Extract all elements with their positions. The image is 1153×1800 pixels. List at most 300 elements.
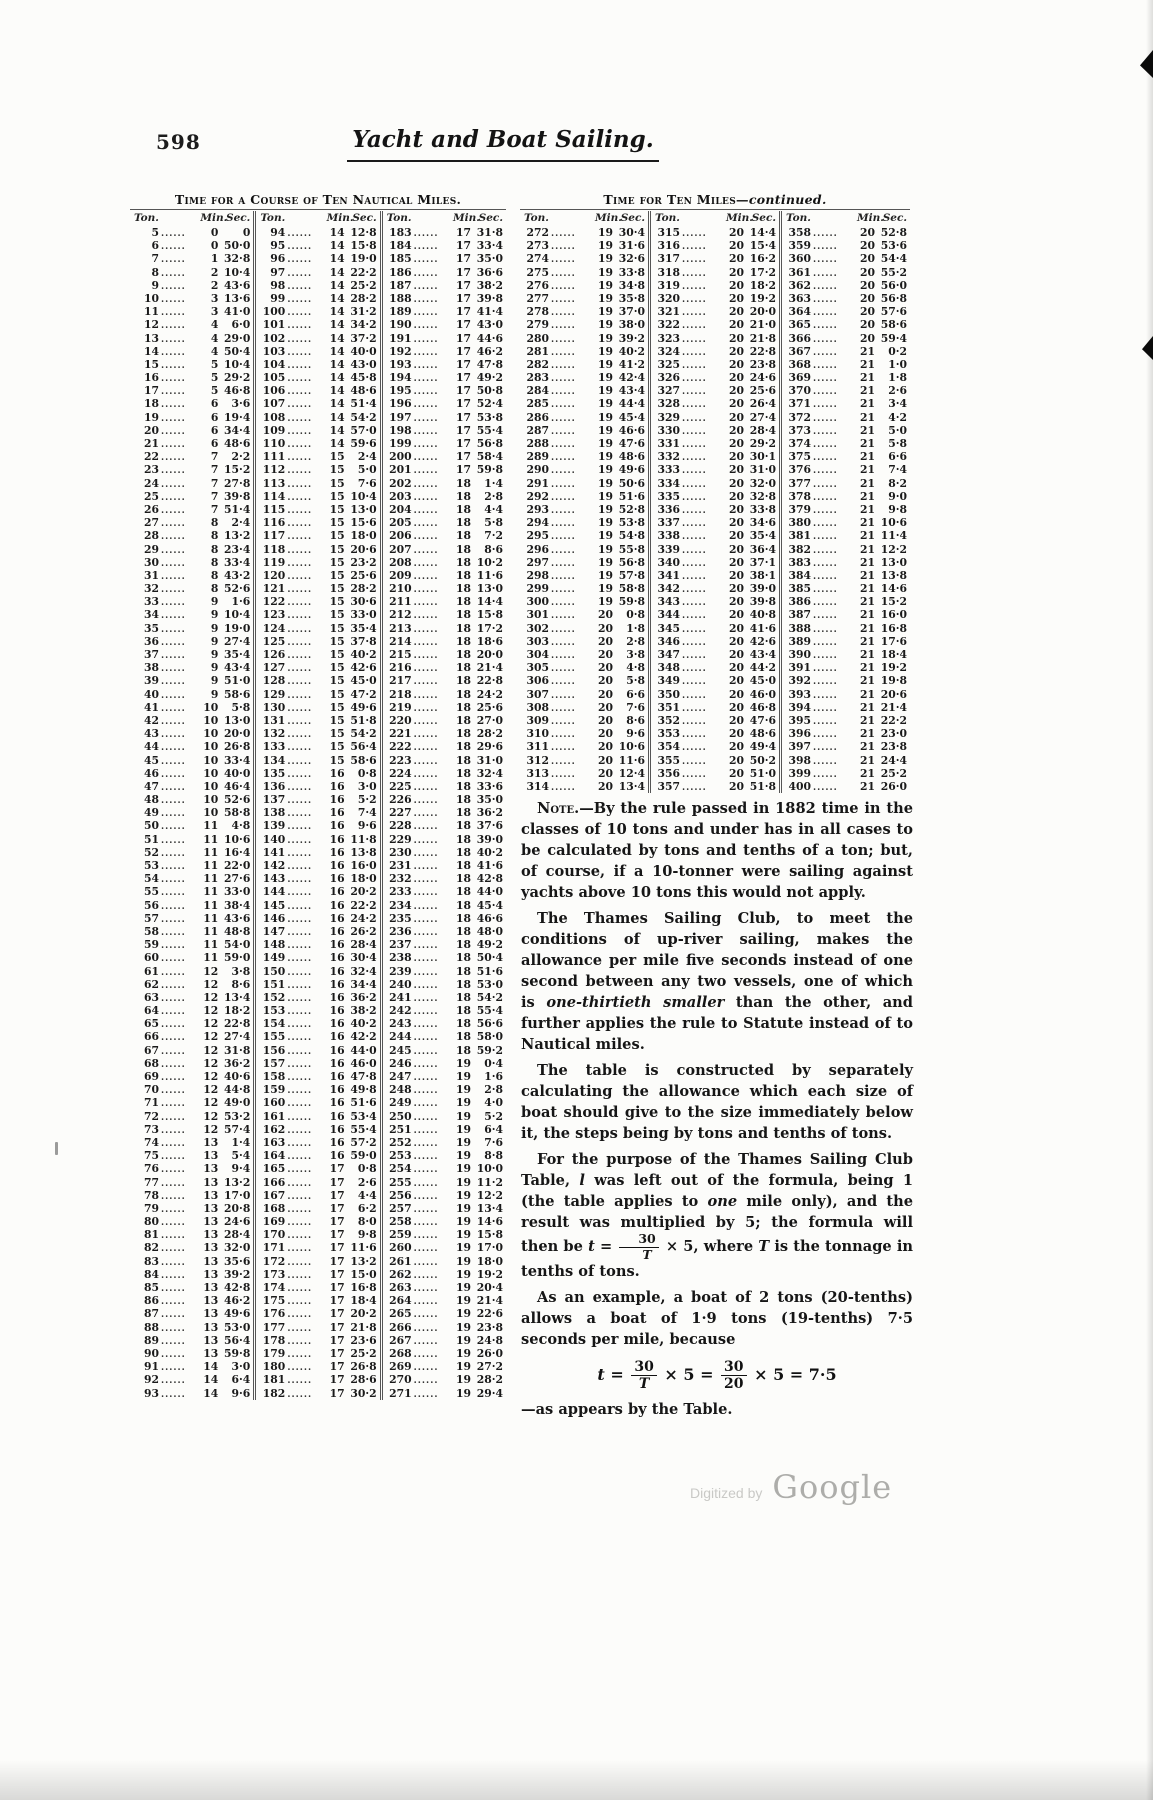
sec-cell: 51·4 — [350, 397, 377, 411]
sec-cell: 22·8 — [224, 1017, 251, 1031]
leader-dots — [811, 241, 857, 254]
table-row — [133, 358, 250, 371]
table-row — [133, 859, 250, 872]
ton-cell: 325 — [657, 357, 680, 371]
table-row — [259, 292, 376, 305]
table-row — [259, 833, 376, 846]
table-row — [133, 674, 250, 687]
min-cell: 21 — [859, 410, 875, 424]
min-cell: 14 — [329, 437, 345, 450]
sec-cell: 22·8 — [749, 344, 776, 358]
leader-dots — [811, 307, 857, 320]
ton-cell: 222 — [389, 740, 412, 754]
ton-cell: 84 — [143, 1267, 159, 1281]
leader-dots — [285, 479, 326, 492]
sec-cell: 48·6 — [350, 384, 377, 398]
leader-dots — [159, 1389, 200, 1402]
table-row — [386, 1057, 503, 1070]
table-row — [259, 1070, 376, 1083]
sec-cell: 36·2 — [224, 1056, 251, 1070]
ton-cell: 360 — [788, 252, 811, 266]
min-cell: 18 — [455, 990, 471, 1004]
min-cell: 19 — [597, 344, 613, 358]
leader-dots — [285, 835, 326, 848]
sec-cell: 15·4 — [749, 239, 776, 253]
min-cell: 19 — [455, 1386, 471, 1400]
min-cell: 18 — [455, 1004, 471, 1018]
leader-dots — [549, 452, 595, 465]
min-cell: 13 — [203, 1307, 219, 1321]
min-cell: 7 — [210, 450, 219, 464]
min-cell: 21 — [859, 595, 875, 609]
min-cell: 17 — [329, 1267, 345, 1281]
sec-cell: 13·0 — [476, 582, 503, 596]
ton-cell: 166 — [262, 1175, 286, 1189]
ton-cell: 327 — [657, 384, 680, 398]
ton-cell: 296 — [526, 542, 549, 556]
min-cell: 11 — [203, 872, 219, 886]
table-row — [259, 622, 376, 635]
table-row — [133, 516, 250, 529]
ton-cell: 154 — [262, 1017, 286, 1031]
sec-cell: 35·8 — [618, 291, 645, 305]
ton-cell: 28 — [143, 529, 159, 543]
table-row — [523, 714, 645, 727]
table-row — [133, 1070, 250, 1083]
table-row — [785, 424, 907, 437]
leader-dots — [412, 663, 453, 676]
min-cell: 17 — [455, 265, 471, 279]
min-cell: 13 — [203, 1320, 219, 1334]
table-row — [785, 543, 907, 556]
ton-cell: 271 — [389, 1386, 412, 1400]
note-text: —By the rule passed in 1882 time in the classes of 10 tons and under has in all cases to be calculated by tons and tenths of a ton; but, of course, if a 10-tonner were sailing against yachts above 10 tons this would not apply. — [521, 800, 913, 901]
table-row — [386, 529, 503, 542]
ton-cell: 352 — [657, 713, 680, 727]
table-row — [785, 529, 907, 542]
min-cell: 13 — [203, 1162, 219, 1176]
sec-cell: 2·8 — [626, 634, 645, 648]
leader-dots — [811, 465, 857, 478]
formula-text: × 5 = 7·5 — [748, 1365, 837, 1384]
min-cell: 17 — [455, 305, 471, 319]
table-row — [259, 1017, 376, 1030]
table-row — [133, 490, 250, 503]
ton-cell: 181 — [262, 1373, 286, 1387]
table-row — [785, 674, 907, 687]
table-row — [386, 1241, 503, 1254]
table-row — [386, 846, 503, 859]
sec-cell: 47·6 — [749, 713, 776, 727]
sec-cell: 3·0 — [357, 779, 377, 793]
leader-dots — [285, 676, 326, 689]
table-row — [259, 305, 376, 318]
sec-cell: 13·4 — [224, 990, 251, 1004]
leader-dots — [159, 465, 200, 478]
min-cell: 19 — [455, 1307, 471, 1321]
min-cell: 13 — [203, 1346, 219, 1360]
leader-dots — [549, 690, 595, 703]
leader-dots — [549, 465, 595, 478]
leader-dots — [412, 1257, 453, 1270]
leader-dots — [159, 861, 200, 874]
sec-cell: 23·2 — [350, 555, 377, 569]
sec-cell: 31·8 — [224, 1043, 251, 1057]
leader-dots — [159, 940, 200, 953]
leader-dots — [549, 373, 595, 386]
sec-cell: 16·4 — [224, 845, 251, 859]
fraction-denominator: T — [642, 1246, 652, 1262]
ton-cell: 249 — [389, 1096, 412, 1110]
min-cell: 21 — [859, 516, 875, 530]
table-row — [133, 1176, 250, 1189]
ton-cell: 20 — [143, 423, 159, 437]
table-row — [259, 1255, 376, 1268]
min-cell: 12 — [203, 1004, 219, 1018]
leader-dots — [159, 795, 200, 808]
table-row — [386, 701, 503, 714]
table-row — [386, 1360, 503, 1373]
fraction-numerator: 30 — [721, 1360, 746, 1376]
min-cell: 17 — [329, 1254, 345, 1268]
table-row — [654, 450, 776, 463]
table-row — [523, 332, 645, 345]
sec-cell: 50·4 — [224, 344, 251, 358]
leader-dots — [285, 1006, 326, 1019]
ton-cell: 387 — [788, 608, 811, 622]
leader-dots — [159, 320, 200, 333]
table-row — [654, 266, 776, 279]
table-row — [133, 569, 250, 582]
ton-cell: 168 — [262, 1201, 286, 1215]
sec-cell: 33·0 — [224, 885, 251, 899]
leader-dots — [285, 492, 326, 505]
fraction-30-20 — [721, 1360, 746, 1391]
min-cell: 16 — [329, 977, 345, 991]
sec-cell: 57·6 — [880, 305, 907, 319]
table-row — [259, 1176, 376, 1189]
sec-cell: 37·6 — [476, 819, 503, 833]
sec-cell: 27·8 — [224, 476, 251, 490]
sec-cell: 33·8 — [618, 265, 645, 279]
table-row — [133, 1030, 250, 1043]
table-row — [386, 1228, 503, 1241]
ton-cell: 78 — [143, 1188, 159, 1202]
table-row — [654, 740, 776, 753]
sec-cell: 44·2 — [749, 661, 776, 675]
ton-cell: 190 — [389, 318, 412, 332]
leader-dots — [159, 742, 200, 755]
min-cell: 12 — [203, 1122, 219, 1136]
sec-cell: 30·4 — [350, 951, 377, 965]
min-cell: 20 — [597, 661, 613, 675]
leader-dots — [159, 1283, 200, 1296]
table-row — [259, 477, 376, 490]
ton-cell: 96 — [270, 252, 286, 266]
min-cell: 0 — [210, 226, 219, 239]
table-row — [785, 740, 907, 753]
min-cell: 20 — [728, 779, 744, 793]
leader-dots — [680, 439, 726, 452]
leader-dots — [159, 1230, 200, 1243]
sec-cell: 2·4 — [231, 516, 251, 530]
ton-cell: 205 — [389, 516, 412, 530]
table-row — [785, 397, 907, 410]
min-cell: 17 — [329, 1320, 345, 1334]
min-cell: 21 — [859, 700, 875, 714]
note-text: × 5, where — [660, 1238, 759, 1255]
min-cell: 15 — [329, 753, 345, 767]
table-row — [386, 543, 503, 556]
ton-cell: 367 — [788, 344, 811, 358]
min-cell: 20 — [597, 621, 613, 635]
leader-dots — [680, 545, 726, 558]
ton-cell: 100 — [262, 305, 286, 319]
ton-cell: 310 — [526, 727, 549, 741]
min-cell: 15 — [329, 634, 345, 648]
min-cell: 14 — [329, 423, 345, 437]
leader-dots — [811, 597, 857, 610]
table-row — [523, 740, 645, 753]
ton-cell: 389 — [788, 634, 811, 648]
sec-cell: 8·6 — [484, 542, 503, 556]
table-row — [259, 740, 376, 753]
ton-cell: 126 — [262, 648, 286, 661]
table-row — [785, 384, 907, 397]
sec-cell: 5·2 — [484, 1109, 503, 1123]
ton-cell: 379 — [788, 502, 811, 516]
ton-cell: 256 — [389, 1188, 412, 1202]
min-cell: 18 — [455, 753, 471, 767]
min-cell: 11 — [203, 885, 219, 899]
ton-cell: 207 — [389, 542, 412, 556]
leader-dots — [412, 1191, 453, 1204]
ton-cell: 193 — [389, 357, 412, 371]
ton-cell: 102 — [262, 331, 286, 345]
leader-dots — [159, 228, 200, 241]
min-cell: 19 — [455, 1135, 471, 1149]
leader-dots — [159, 1178, 200, 1191]
note-paragraph — [521, 798, 913, 903]
table-row — [133, 1373, 250, 1386]
ton-cell: 245 — [389, 1043, 412, 1057]
sec-cell: 35·0 — [476, 252, 503, 266]
sec-cell: 19·2 — [476, 1267, 503, 1281]
leader-dots — [159, 1072, 200, 1085]
min-cell: 11 — [203, 951, 219, 965]
min-cell: 15 — [329, 529, 345, 543]
table-row — [133, 793, 250, 806]
table-row — [386, 688, 503, 701]
sec-cell: 45·0 — [749, 674, 776, 688]
sec-cell: 33·0 — [350, 608, 377, 622]
ton-cell: 253 — [389, 1149, 412, 1163]
table-row — [523, 582, 645, 595]
min-cell: 12 — [203, 1030, 219, 1044]
ton-cell: 340 — [657, 555, 680, 569]
leader-dots — [412, 1349, 453, 1362]
ton-cell: 244 — [389, 1030, 412, 1044]
ton-cell: 292 — [526, 489, 549, 503]
sec-cell: 5·8 — [888, 437, 907, 450]
leader-dots — [680, 426, 726, 439]
ton-cell: 197 — [389, 410, 412, 424]
sec-cell: 27·2 — [476, 1360, 503, 1374]
min-cell: 15 — [329, 516, 345, 530]
leader-dots — [680, 505, 726, 518]
sec-cell: 45·0 — [350, 674, 377, 688]
page-number: 598 — [156, 130, 201, 154]
sec-cell: 28·2 — [350, 582, 377, 596]
table-row — [386, 292, 503, 305]
table-row — [133, 1004, 250, 1017]
ton-cell: 313 — [526, 766, 549, 780]
sec-cell: 11·6 — [618, 753, 645, 767]
table-row — [785, 608, 907, 621]
leader-dots — [412, 1046, 453, 1059]
leader-dots — [285, 887, 326, 900]
leader-dots — [159, 505, 200, 518]
sec-cell: 45·8 — [350, 371, 377, 385]
leader-dots — [412, 452, 453, 465]
table-row — [133, 371, 250, 384]
sec-cell: 29·2 — [749, 437, 776, 450]
sec-cell: 53·4 — [350, 1109, 377, 1123]
table-row — [259, 1360, 376, 1373]
ton-cell: 241 — [389, 990, 412, 1004]
table-row — [785, 714, 907, 727]
sec-cell: 26·0 — [880, 779, 907, 793]
sec-cell: 12·2 — [880, 542, 907, 556]
leader-dots — [285, 1164, 326, 1177]
table-row — [259, 1241, 376, 1254]
leader-dots — [159, 1019, 200, 1032]
leader-dots — [549, 729, 595, 742]
sec-cell: 25·6 — [476, 700, 503, 714]
leader-dots — [412, 399, 453, 412]
sec-cell: 59·8 — [618, 595, 645, 609]
sec-cell: 15·2 — [224, 463, 251, 477]
leader-dots — [549, 281, 595, 294]
sec-cell: 22·6 — [476, 1307, 503, 1321]
leader-dots — [412, 914, 453, 927]
note-paragraph: As an example, a boat of 2 tons (20-tenths) allows a boat of 1·9 tons (19-tenths) 7·5 seconds per mile, because — [521, 1289, 913, 1348]
sec-cell: 56·8 — [618, 555, 645, 569]
min-cell: 14 — [329, 291, 345, 305]
min-cell: 15 — [329, 674, 345, 688]
table-row — [654, 767, 776, 780]
leader-dots — [680, 281, 726, 294]
leader-dots — [680, 320, 726, 333]
table-row — [133, 292, 250, 305]
leader-dots — [549, 307, 595, 320]
min-cell: 13 — [203, 1333, 219, 1347]
sec-cell: 53·8 — [618, 516, 645, 530]
leader-dots — [285, 1389, 326, 1402]
min-cell: 14 — [329, 252, 345, 266]
ton-cell: 354 — [657, 740, 680, 754]
ton-cell: 347 — [657, 648, 680, 661]
sec-cell: 43·4 — [224, 661, 251, 675]
ton-cell: 167 — [262, 1188, 286, 1202]
min-cell: 17 — [455, 331, 471, 345]
min-cell: 18 — [455, 977, 471, 991]
table-row — [654, 727, 776, 740]
table-row — [259, 1057, 376, 1070]
table-row — [386, 595, 503, 608]
sec-cell: 43·6 — [224, 278, 251, 292]
sec-cell: 34·2 — [350, 318, 377, 332]
leader-dots — [811, 584, 857, 597]
table-row — [133, 1149, 250, 1162]
table-row — [133, 1255, 250, 1268]
min-cell: 17 — [455, 278, 471, 292]
ton-cell: 177 — [262, 1320, 286, 1334]
sec-cell: 10·0 — [476, 1162, 503, 1176]
min-cell: 14 — [329, 239, 345, 253]
leader-dots — [549, 756, 595, 769]
note-text: For the purpose of the Thames Sailing Club Table, — [521, 1151, 913, 1189]
ton-cell: 49 — [143, 806, 159, 820]
sec-cell: 7·6 — [484, 1135, 503, 1149]
ton-cell: 212 — [389, 608, 412, 622]
table-row — [523, 754, 645, 767]
table-row — [654, 345, 776, 358]
sec-cell: 17·0 — [224, 1188, 251, 1202]
sec-cell: 18·4 — [880, 648, 907, 661]
sec-cell: 10·6 — [618, 740, 645, 754]
ton-cell: 50 — [143, 819, 159, 833]
table-row — [386, 516, 503, 529]
ton-cell: 289 — [526, 450, 549, 464]
sec-cell: 37·0 — [618, 305, 645, 319]
sec-cell: 27·4 — [224, 1030, 251, 1044]
sec-header: Sec. — [478, 212, 503, 224]
table-row — [654, 569, 776, 582]
sec-cell: 27·6 — [224, 872, 251, 886]
ton-cell: 307 — [526, 687, 549, 701]
min-cell: 13 — [203, 1241, 219, 1255]
sec-cell: 34·4 — [350, 977, 377, 991]
min-cell: 12 — [203, 1043, 219, 1057]
table-row — [386, 358, 503, 371]
table-row — [654, 252, 776, 265]
table-row — [133, 991, 250, 1004]
table-row — [654, 780, 776, 793]
min-cell: 19 — [597, 529, 613, 543]
sec-cell: 0·2 — [888, 344, 907, 358]
leader-dots — [285, 584, 326, 597]
leader-dots — [412, 887, 453, 900]
leader-dots — [285, 993, 326, 1006]
table-row — [259, 925, 376, 938]
sec-cell: 37·2 — [350, 331, 377, 345]
min-cell: 16 — [329, 806, 345, 820]
min-cell: 14 — [329, 278, 345, 292]
ton-cell: 371 — [788, 397, 811, 411]
table-row — [259, 397, 376, 410]
leader-dots — [159, 1309, 200, 1322]
leader-dots — [412, 980, 453, 993]
ton-cell: 48 — [143, 793, 159, 807]
table-row — [386, 674, 503, 687]
min-cell: 16 — [329, 1070, 345, 1083]
table-row — [785, 477, 907, 490]
min-cell: 20 — [859, 331, 875, 345]
min-cell: 18 — [455, 516, 471, 530]
leader-dots — [285, 1072, 326, 1085]
ton-cell: 368 — [788, 357, 811, 371]
